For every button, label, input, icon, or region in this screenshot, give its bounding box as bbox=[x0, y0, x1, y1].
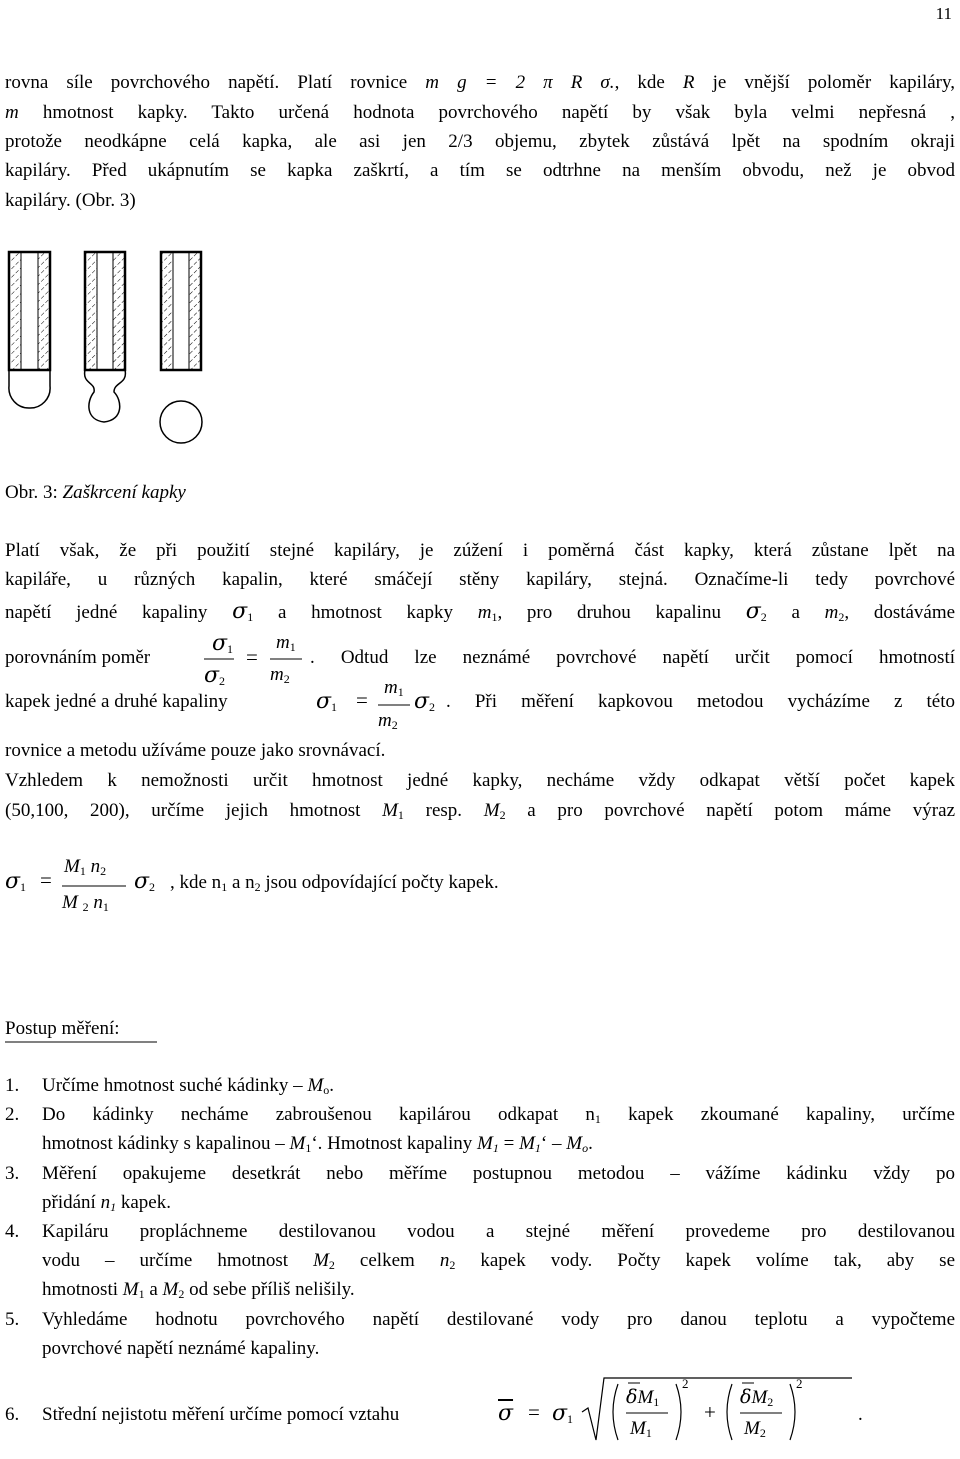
frac2-den: $m_2$ bbox=[270, 664, 290, 686]
frac2-num: $m_1$ bbox=[276, 632, 296, 654]
para2-line-4-rest: . Odtud lze neznámé povrchové napětí určit pomocí hmotností bbox=[310, 647, 955, 668]
frac1-den: $\sigma_2$ bbox=[204, 663, 226, 688]
sigma1: $\sigma_1$ bbox=[316, 689, 338, 714]
capillary-2 bbox=[85, 252, 126, 422]
final-period: . bbox=[858, 1404, 863, 1425]
frac4-den: M $_2$ $n_1$ bbox=[62, 892, 109, 914]
intro-line-3: protože neodkápne celá kapka, ale asi jen 2/3 objemu, zbytek zůstává lpět na spodním okraji bbox=[5, 131, 955, 152]
intro-line-2: m hmotnost kapky. Takto určená hodnota povrchového napětí by však byla velmi nepřesná , bbox=[5, 102, 955, 123]
step-4-number: 4. bbox=[5, 1221, 20, 1242]
frac5-den: $M_1$ bbox=[630, 1418, 652, 1440]
procedure-heading: Postup měření: bbox=[5, 1018, 120, 1039]
step-6-text: Střední nejistotu měření určíme pomocí vztahu bbox=[42, 1404, 400, 1425]
detached-drop bbox=[160, 401, 202, 443]
para2-line-5-label: kapek jedné a druhé kapaliny bbox=[5, 691, 228, 712]
step-3-line-2: přidání $n_1$ kapek. bbox=[42, 1192, 171, 1214]
eq-sign-3: = bbox=[40, 868, 52, 892]
step-6-sigma-bar: $\overline{\sigma}$ bbox=[498, 1401, 514, 1426]
intro-line-5: kapiláry. (Obr. 3) bbox=[5, 190, 136, 211]
step-2-line-2: hmotnost kádinky s kapalinou – $M_1‘$. Hmotnost kapaliny $M_1$ = $M_1‘ - M_o$. bbox=[42, 1133, 593, 1155]
plus-sign: + bbox=[704, 1400, 716, 1424]
para2-line-2: kapiláře, u různých kapalin, které smáčejí stěny kapiláry, stejná. Označíme-li tedy povrchové bbox=[5, 569, 955, 590]
eq3-sigma1: $\sigma_1$ bbox=[5, 869, 27, 894]
step-6-number: 6. bbox=[5, 1404, 20, 1425]
para2-line-6: rovnice a metodu užíváme pouze jako srovnávací. bbox=[5, 740, 386, 761]
square-2: 2 bbox=[796, 1376, 803, 1391]
eq-sign-4: = bbox=[528, 1400, 540, 1424]
intro-line-1: rovna síle povrchového napětí. Platí rovnice m g = 2 π R σ., kde R je vnější poloměr kapiláry, bbox=[5, 72, 956, 93]
para2-line-5-rest: . Při měření kapkovou metodou vycházíme z této bbox=[446, 691, 955, 712]
step-3-line-1: Měření opakujeme desetkrát nebo měříme postupnou metodou – vážíme kádinku vždy po bbox=[42, 1163, 955, 1184]
step-1-text: Určíme hmotnost suché kádinky – $M_o$. bbox=[42, 1075, 335, 1097]
step-1-number: 1. bbox=[5, 1075, 20, 1096]
para2-line-1: Platí však, že při použití stejné kapiláry, je zúžení i poměrná část kapky, která zůstane lpět na bbox=[5, 540, 955, 561]
step-6-sigma1: $\sigma_1$ bbox=[552, 1401, 574, 1426]
frac1-num: $\sigma_1$ bbox=[212, 631, 234, 656]
step-5-number: 5. bbox=[5, 1309, 20, 1330]
frac3-num: $m_1$ bbox=[384, 677, 404, 699]
step-3-number: 3. bbox=[5, 1163, 20, 1184]
eq-sign-1: = bbox=[246, 645, 258, 669]
step-2-number: 2. bbox=[5, 1104, 20, 1125]
frac3-den: $m_2$ bbox=[378, 710, 398, 732]
step-4-line-1: Kapiláru propláchneme destilovanou vodou a stejné měření provedeme pro destilovanou bbox=[42, 1221, 955, 1242]
square-1: 2 bbox=[682, 1376, 689, 1391]
figure-caption: Obr. 3: Zaškrcení kapky bbox=[5, 482, 186, 503]
frac6-num: $\delta M_2$ bbox=[740, 1386, 774, 1409]
capillary-1 bbox=[9, 252, 50, 408]
step-5-line-1: Vyhledáme hodnotu povrchového napětí destilované vody pro danou teplotu a vypočteme bbox=[42, 1309, 955, 1330]
para2-line-8: (50,100, 200), určíme jejich hmotnost $M_1$ resp. $M_2$ a pro povrchové napětí potom máme výraz bbox=[5, 800, 956, 822]
para2-line-4-label: porovnáním poměr bbox=[5, 647, 151, 668]
frac5-num: $\delta M_1$ bbox=[626, 1386, 660, 1409]
eq-sign-2: = bbox=[356, 688, 368, 712]
step-5-line-2: povrchové napětí neznámé kapaliny. bbox=[42, 1338, 320, 1359]
page-number: 11 bbox=[935, 4, 952, 23]
sigma2: $\sigma_2$ bbox=[414, 689, 436, 714]
eq3-sigma2: $\sigma_2$ bbox=[134, 869, 156, 894]
para2-line-7: Vzhledem k nemožnosti určit hmotnost jedné kapky, necháme vždy odkapat větší počet kapek bbox=[5, 770, 955, 791]
frac4-num: $M_1$ $n_2$ bbox=[64, 856, 107, 878]
capillary-3 bbox=[160, 252, 202, 443]
intro-line-4: kapiláry. Před ukápnutím se kapka zaškrtí, a tím se odtrhne na menším obvodu, než je obvod bbox=[5, 160, 955, 181]
para2-line-3: napětí jedné kapaliny $\sigma_1$ a hmotnost kapky $m_1$, pro druhou kapalinu $\sigma_2$ a $m_2$, dostáváme bbox=[5, 599, 956, 624]
step-4-line-2: vodu – určíme hmotnost $M_2$ celkem $n_2$ kapek vody. Počty kapek volíme tak, aby se bbox=[42, 1250, 956, 1272]
step-4-line-3: hmotnosti $M_1$ a $M_2$ od sebe příliš nelišily. bbox=[42, 1279, 355, 1301]
frac6-den: $M_2$ bbox=[744, 1418, 766, 1440]
para2-line-9: , kde $n_1$ a $n_2$ jsou odpovídající počty kapek. bbox=[170, 872, 499, 894]
step-2-line-1: Do kádinky necháme zabroušenou kapilárou odkapat $n_1$ kapek zkoumané kapaliny, určíme bbox=[42, 1104, 955, 1126]
